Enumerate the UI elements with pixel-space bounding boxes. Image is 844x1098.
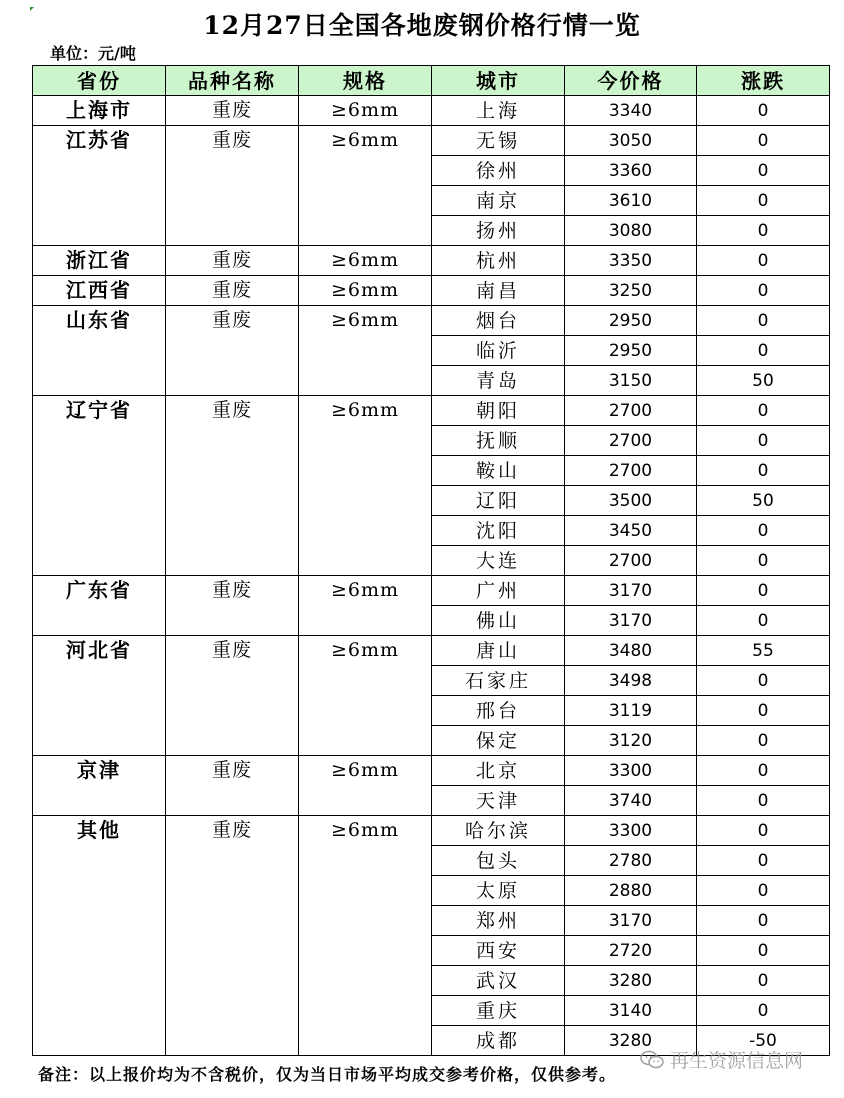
price-cell: 3170 — [565, 906, 697, 936]
province-cell: 其他 — [33, 816, 166, 1056]
table-row — [33, 246, 830, 276]
header-row — [33, 66, 830, 96]
city-cell: 成都 — [432, 1026, 565, 1056]
change-cell: 0 — [697, 726, 830, 756]
province-cell: 浙江省 — [33, 246, 166, 276]
spec-cell: ≥6mm — [299, 756, 432, 816]
header-change: 涨跌 — [697, 66, 830, 96]
city-cell: 烟台 — [432, 306, 565, 336]
kind-cell: 重废 — [166, 756, 299, 816]
change-cell: 0 — [697, 306, 830, 336]
price-cell: 3300 — [565, 756, 697, 786]
price-cell: 3350 — [565, 246, 697, 276]
price-cell: 2780 — [565, 846, 697, 876]
province-cell: 上海市 — [33, 96, 166, 126]
city-cell: 北京 — [432, 756, 565, 786]
change-cell: 0 — [697, 846, 830, 876]
city-cell: 邢台 — [432, 696, 565, 726]
city-cell: 杭州 — [432, 246, 565, 276]
spec-cell: ≥6mm — [299, 576, 432, 636]
province-cell: 京津 — [33, 756, 166, 816]
price-cell: 3050 — [565, 126, 697, 156]
price-cell: 2950 — [565, 306, 697, 336]
city-cell: 重庆 — [432, 996, 565, 1026]
spec-cell: ≥6mm — [299, 816, 432, 1056]
change-cell: 0 — [697, 666, 830, 696]
city-cell: 南京 — [432, 186, 565, 216]
city-cell: 郑州 — [432, 906, 565, 936]
price-cell: 2880 — [565, 876, 697, 906]
city-cell: 佛山 — [432, 606, 565, 636]
price-cell: 3480 — [565, 636, 697, 666]
price-cell: 3250 — [565, 276, 697, 306]
city-cell: 太原 — [432, 876, 565, 906]
city-cell: 鞍山 — [432, 456, 565, 486]
price-cell: 3340 — [565, 96, 697, 126]
spec-cell: ≥6mm — [299, 96, 432, 126]
price-cell: 3170 — [565, 606, 697, 636]
spec-cell: ≥6mm — [299, 636, 432, 756]
price-cell: 3280 — [565, 966, 697, 996]
price-cell: 3280 — [565, 1026, 697, 1056]
table-row — [33, 306, 830, 336]
province-cell: 江西省 — [33, 276, 166, 306]
price-cell: 3150 — [565, 366, 697, 396]
change-cell: 0 — [697, 156, 830, 186]
change-cell: 0 — [697, 126, 830, 156]
spec-cell: ≥6mm — [299, 276, 432, 306]
spec-cell: ≥6mm — [299, 306, 432, 396]
change-cell: 0 — [697, 276, 830, 306]
spec-cell: ≥6mm — [299, 246, 432, 276]
city-cell: 抚顺 — [432, 426, 565, 456]
change-cell: 0 — [697, 996, 830, 1026]
price-cell: 3300 — [565, 816, 697, 846]
city-cell: 天津 — [432, 786, 565, 816]
price-cell: 2720 — [565, 936, 697, 966]
city-cell: 唐山 — [432, 636, 565, 666]
kind-cell: 重废 — [166, 816, 299, 1056]
city-cell: 广州 — [432, 576, 565, 606]
wechat-icon — [640, 1050, 664, 1070]
table-row — [33, 96, 830, 126]
price-cell: 3450 — [565, 516, 697, 546]
change-cell: 0 — [697, 426, 830, 456]
table-row — [33, 126, 830, 156]
header-city: 城市 — [432, 66, 565, 96]
price-cell: 3740 — [565, 786, 697, 816]
price-cell: 3119 — [565, 696, 697, 726]
city-cell: 南昌 — [432, 276, 565, 306]
price-cell: 3500 — [565, 486, 697, 516]
city-cell: 扬州 — [432, 216, 565, 246]
price-cell: 2700 — [565, 426, 697, 456]
price-cell: 3498 — [565, 666, 697, 696]
change-cell: 0 — [697, 936, 830, 966]
spec-cell: ≥6mm — [299, 396, 432, 576]
change-cell: 0 — [697, 396, 830, 426]
change-cell: 0 — [697, 456, 830, 486]
change-cell: 0 — [697, 966, 830, 996]
kind-cell: 重废 — [166, 96, 299, 126]
spec-cell: ≥6mm — [299, 126, 432, 246]
table-row — [33, 276, 830, 306]
kind-cell: 重废 — [166, 246, 299, 276]
header-province: 省份 — [33, 66, 166, 96]
price-cell: 2700 — [565, 546, 697, 576]
page-title: 12月27日全国各地废钢价格行情一览 — [203, 11, 641, 40]
table-row — [33, 396, 830, 426]
price-cell: 2950 — [565, 336, 697, 366]
change-cell: 50 — [697, 366, 830, 396]
change-cell: 0 — [697, 96, 830, 126]
header-spec: 规格 — [299, 66, 432, 96]
price-cell: 3360 — [565, 156, 697, 186]
table-row — [33, 636, 830, 666]
city-cell: 西安 — [432, 936, 565, 966]
city-cell: 徐州 — [432, 156, 565, 186]
change-cell: 0 — [697, 756, 830, 786]
change-cell: 0 — [697, 246, 830, 276]
province-cell: 江苏省 — [33, 126, 166, 246]
change-cell: 0 — [697, 576, 830, 606]
city-cell: 沈阳 — [432, 516, 565, 546]
footnote: 备注：以上报价均为不含税价，仅为当日市场平均成交参考价格，仅供参考。 — [38, 1065, 617, 1084]
city-cell: 哈尔滨 — [432, 816, 565, 846]
change-cell: 0 — [697, 876, 830, 906]
kind-cell: 重废 — [166, 396, 299, 576]
city-cell: 武汉 — [432, 966, 565, 996]
kind-cell: 重废 — [166, 576, 299, 636]
price-cell: 3120 — [565, 726, 697, 756]
city-cell: 朝阳 — [432, 396, 565, 426]
city-cell: 石家庄 — [432, 666, 565, 696]
price-cell: 3170 — [565, 576, 697, 606]
change-cell: 0 — [697, 816, 830, 846]
city-cell: 临沂 — [432, 336, 565, 366]
province-cell: 河北省 — [33, 636, 166, 756]
watermark-text: 再生资源信息网 — [670, 1050, 804, 1072]
province-cell: 山东省 — [33, 306, 166, 396]
unit-label: 单位：元/吨 — [50, 44, 136, 63]
change-cell: 0 — [697, 906, 830, 936]
price-cell: 3140 — [565, 996, 697, 1026]
change-cell: -50 — [697, 1026, 830, 1056]
change-cell: 0 — [697, 606, 830, 636]
header-kind: 品种名称 — [166, 66, 299, 96]
watermark — [640, 1046, 803, 1073]
table-body — [33, 96, 830, 1056]
change-cell: 0 — [697, 336, 830, 366]
city-cell: 包头 — [432, 846, 565, 876]
change-cell: 0 — [697, 546, 830, 576]
change-cell: 0 — [697, 216, 830, 246]
kind-cell: 重废 — [166, 306, 299, 396]
city-cell: 保定 — [432, 726, 565, 756]
kind-cell: 重废 — [166, 636, 299, 756]
city-cell: 青岛 — [432, 366, 565, 396]
city-cell: 大连 — [432, 546, 565, 576]
price-cell: 3080 — [565, 216, 697, 246]
header-price: 今价格 — [565, 66, 697, 96]
city-cell: 无锡 — [432, 126, 565, 156]
change-cell: 0 — [697, 786, 830, 816]
city-cell: 上海 — [432, 96, 565, 126]
price-cell: 2700 — [565, 396, 697, 426]
change-cell: 0 — [697, 516, 830, 546]
change-cell: 55 — [697, 636, 830, 666]
province-cell: 辽宁省 — [33, 396, 166, 576]
city-cell: 辽阳 — [432, 486, 565, 516]
change-cell: 0 — [697, 696, 830, 726]
kind-cell: 重废 — [166, 126, 299, 246]
table-row — [33, 816, 830, 846]
change-cell: 50 — [697, 486, 830, 516]
change-cell: 0 — [697, 186, 830, 216]
price-cell: 2700 — [565, 456, 697, 486]
price-cell: 3610 — [565, 186, 697, 216]
province-cell: 广东省 — [33, 576, 166, 636]
kind-cell: 重废 — [166, 276, 299, 306]
price-table — [32, 65, 830, 1056]
table-row — [33, 576, 830, 606]
table-row — [33, 756, 830, 786]
